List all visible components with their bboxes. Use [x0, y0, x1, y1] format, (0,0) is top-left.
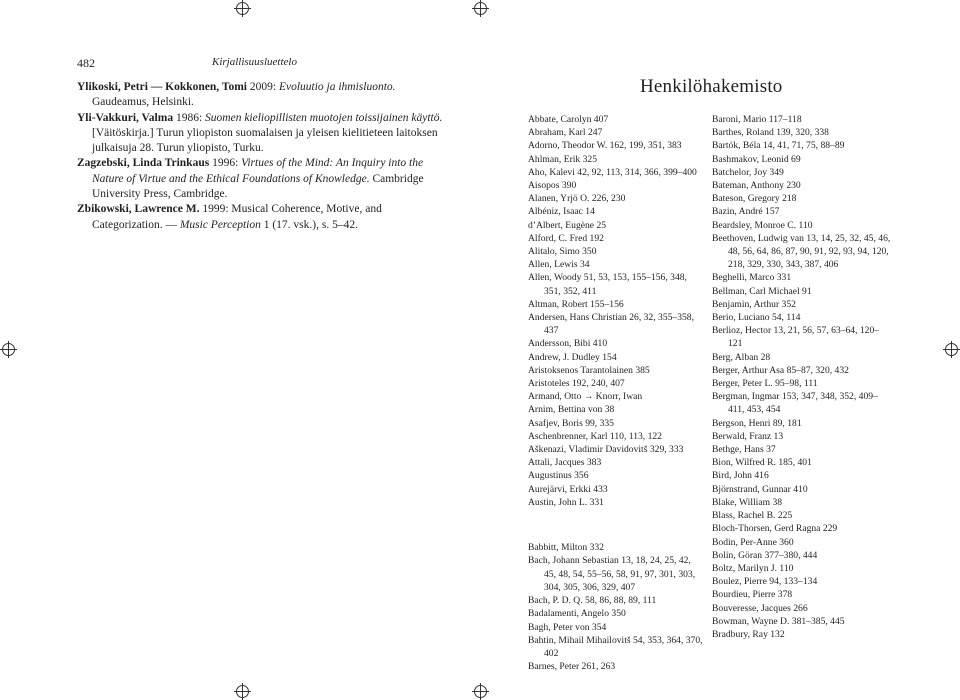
index-entry: Berio, Luciano 54, 114: [712, 312, 801, 324]
index-entry: Bouveresse, Jacques 266: [712, 602, 808, 614]
bibliography-entry: [77, 202, 447, 233]
entry-year: 1986:: [173, 111, 206, 124]
index-entry: Aisopos 390: [528, 180, 577, 192]
index-entry: Allen, Woody 51, 53, 153, 155–156, 348, 351, 352, 411: [528, 272, 687, 297]
bibliography-entry: [77, 111, 447, 157]
index-entry: Bellman, Carl Michael 91: [712, 285, 812, 297]
left-page: [0, 0, 480, 699]
index-entry: Bolin, Göran 377–380, 444: [712, 549, 818, 561]
index-entry: Beethoven, Ludwig van 13, 14, 25, 32, 45, 46, 48, 56, 64, 86, 87, 90, 91, 92, 93, 94, 120, 218, 329, 330, 343, 387, 406: [712, 232, 891, 271]
index-entry: Baroni, Mario 117–118: [712, 114, 802, 125]
index-entry: Berger, Peter L. 95–98, 111: [712, 378, 818, 390]
index-entry: Aškenazi, Vladimir Davidovitš 329, 333: [528, 444, 684, 456]
index-entry: Bergson, Henri 89, 181: [712, 417, 802, 429]
index-entry: Adorno, Theodor W. 162, 199, 351, 383: [528, 140, 682, 152]
registration-mark-icon: [474, 2, 487, 15]
bibliography-entry: [77, 156, 447, 202]
index-entry: Berger, Arthur Asa 85–87, 320, 432: [712, 364, 849, 376]
running-head: Kirjallisuusluettelo: [212, 56, 297, 68]
index-entry: Beghelli, Marco 331: [712, 272, 792, 284]
index-entry: Andersen, Hans Christian 26, 32, 355–358, 437: [528, 312, 695, 337]
index-entry: Alitalo, Simo 350: [528, 246, 597, 258]
index-entry: Babbitt, Milton 332: [528, 542, 604, 554]
entry-author: Yli-Vakkuri, Valma: [77, 111, 174, 124]
index-entry: Aho, Kalevi 42, 92, 113, 314, 366, 399–400: [528, 166, 697, 178]
index-entry: Blass, Rachel B. 225: [712, 510, 793, 522]
index-entry: Abraham, Karl 247: [528, 127, 603, 139]
index-entry: Bazin, André 157: [712, 206, 780, 218]
index-entry: Andersson, Bibi 410: [528, 338, 608, 350]
index-entry: Boltz, Marilyn J. 110: [712, 562, 794, 574]
index-entry: Bodin, Per-Anne 360: [712, 536, 794, 548]
index-entry: Albéniz, Isaac 14: [528, 206, 595, 218]
index-entry: Bird, John 416: [712, 470, 769, 482]
index-title: Henkilöhakemisto: [640, 76, 783, 97]
index-entry: Bahtin, Mihail Mihailovitš 54, 353, 364, 370, 402: [528, 634, 703, 659]
index-entry: Berwald, Franz 13: [712, 430, 784, 442]
index-entry: Blake, William 38: [712, 496, 783, 508]
entry-publisher: Cambridge University Press, Cambridge.: [92, 172, 424, 201]
entry-publisher: Gaudeamus, Helsinki.: [92, 96, 194, 109]
index-entry: Bergman, Ingmar 153, 347, 348, 352, 409–411, 453, 454: [712, 391, 878, 416]
entry-year: 2009:: [246, 81, 279, 93]
index-entry: Berlioz, Hector 13, 21, 56, 57, 63–64, 120–121: [712, 325, 880, 350]
index-entry: Bach, Johann Sebastian 13, 18, 24, 25, 42, 45, 48, 54, 55–56, 58, 91, 97, 301, 303, 304, 305, 306, 329, 407: [528, 555, 696, 593]
index-entry: Andrew, J. Dudley 154: [528, 351, 617, 363]
index-entry: Aurejärvi, Erkki 433: [528, 483, 608, 495]
index-entry: Bion, Wilfred R. 185, 401: [712, 457, 812, 469]
index-entry: Bethge, Hans 37: [712, 444, 776, 456]
entry-year: 1996:: [209, 157, 242, 170]
registration-mark-icon: [236, 685, 249, 698]
registration-mark-icon: [236, 2, 249, 15]
index-entry: Armand, Otto → Knorr, Iwan: [528, 391, 643, 403]
index-entry: Bagh, Peter von 354: [528, 621, 607, 633]
index-entry: d’Albert, Eugène 25: [528, 219, 607, 231]
index-entry: Benjamin, Arthur 352: [712, 298, 796, 310]
bibliography: [77, 80, 447, 233]
entry-title: Evoluutio ja ihmisluonto.: [278, 81, 396, 93]
entry-journal: Music Perception: [179, 218, 261, 231]
index-entry: Altman, Robert 155–156: [528, 298, 624, 310]
index-entry: Beardsley, Monroe C. 110: [712, 219, 813, 231]
index-entry: Berg, Alban 28: [712, 351, 771, 363]
index-column-1: [528, 113, 703, 673]
index-entry: Bartók, Béla 14, 41, 71, 75, 88–89: [712, 140, 845, 152]
registration-mark-icon: [945, 343, 958, 356]
index-entry: Boulez, Pierre 94, 133–134: [712, 576, 818, 588]
index-entry: Attali, Jacques 383: [528, 457, 602, 469]
index-entry: Augustinus 356: [528, 470, 589, 482]
index-entry: Allen, Lewis 34: [528, 259, 590, 271]
index-entry: Aristoteles 192, 240, 407: [528, 378, 625, 390]
index-entry: Bateman, Anthony 230: [712, 180, 801, 192]
index-entry: Björnstrand, Gunnar 410: [712, 483, 808, 495]
index-entry: Ahlman, Erik 325: [528, 153, 598, 165]
entry-author: Zbikowski, Lawrence M.: [77, 203, 200, 216]
index-entry: Aschenbrenner, Karl 110, 113, 122: [528, 430, 662, 442]
index-group-gap: [528, 519, 703, 532]
entry-title: Virtues of the Mind: An Inquiry into the Nature of Virtue and the Ethical Foundations of Knowledge.: [92, 157, 424, 185]
entry-author: Ylikoski, Petri — Kokkonen, Tomi: [77, 81, 247, 93]
index-entry: Badalamenti, Angelo 350: [528, 608, 626, 620]
index-entry: Arnim, Bettina von 38: [528, 404, 615, 416]
index-entry: Austin, John L. 331: [528, 496, 604, 508]
entry-volume: 1 (17. vsk.), s. 5–42.: [260, 218, 358, 231]
index-entry: Aristoksenos Tarantolainen 385: [528, 364, 650, 376]
index-entry: Barthes, Roland 139, 320, 338: [712, 127, 829, 139]
index-entry: Bloch-Thorsen, Gerd Ragna 229: [712, 523, 838, 535]
entry-year: 1999:: [199, 203, 232, 216]
right-page: [480, 0, 960, 699]
entry-publisher: [Väitöskirja.] Turun yliopiston suomalaisen ja yleisen kielitieteen laitoksen julkaisuja 28. Turun yliopisto, Turku.: [92, 126, 438, 155]
entry-author: Zagzebski, Linda Trinkaus: [77, 157, 210, 170]
registration-mark-icon: [474, 685, 487, 698]
index-entry: Bashmakov, Leonid 69: [712, 153, 801, 165]
registration-mark-icon: [2, 343, 15, 356]
entry-title: Suomen kieliopillisten muotojen toissijainen käyttö.: [205, 111, 443, 124]
entry-title: Musical Coherence, Motive, and Categorization. —: [92, 203, 382, 231]
bibliography-entry: [77, 80, 447, 111]
index-entry: Bowman, Wayne D. 381–385, 445: [712, 615, 845, 627]
index-entry: Bradbury, Ray 132: [712, 628, 785, 640]
index-entry: Asafjev, Boris 99, 335: [528, 417, 614, 429]
index-entry: Batchelor, Joy 349: [712, 166, 784, 178]
index-entry: Bach, P. D. Q. 58, 86, 88, 89, 111: [528, 595, 657, 607]
index-entry: Alford, C. Fred 192: [528, 232, 604, 244]
index-entry: Alanen, Yrjö O. 226, 230: [528, 193, 626, 205]
index-entry: Barnes, Peter 261, 263: [528, 661, 616, 673]
page-number: 482: [77, 56, 95, 70]
index-entry: Abbate, Carolyn 407: [528, 114, 609, 125]
index-entry: Bateson, Gregory 218: [712, 193, 797, 205]
index-column-2: [712, 113, 892, 641]
index-entry: Bourdieu, Pierre 378: [712, 589, 793, 601]
